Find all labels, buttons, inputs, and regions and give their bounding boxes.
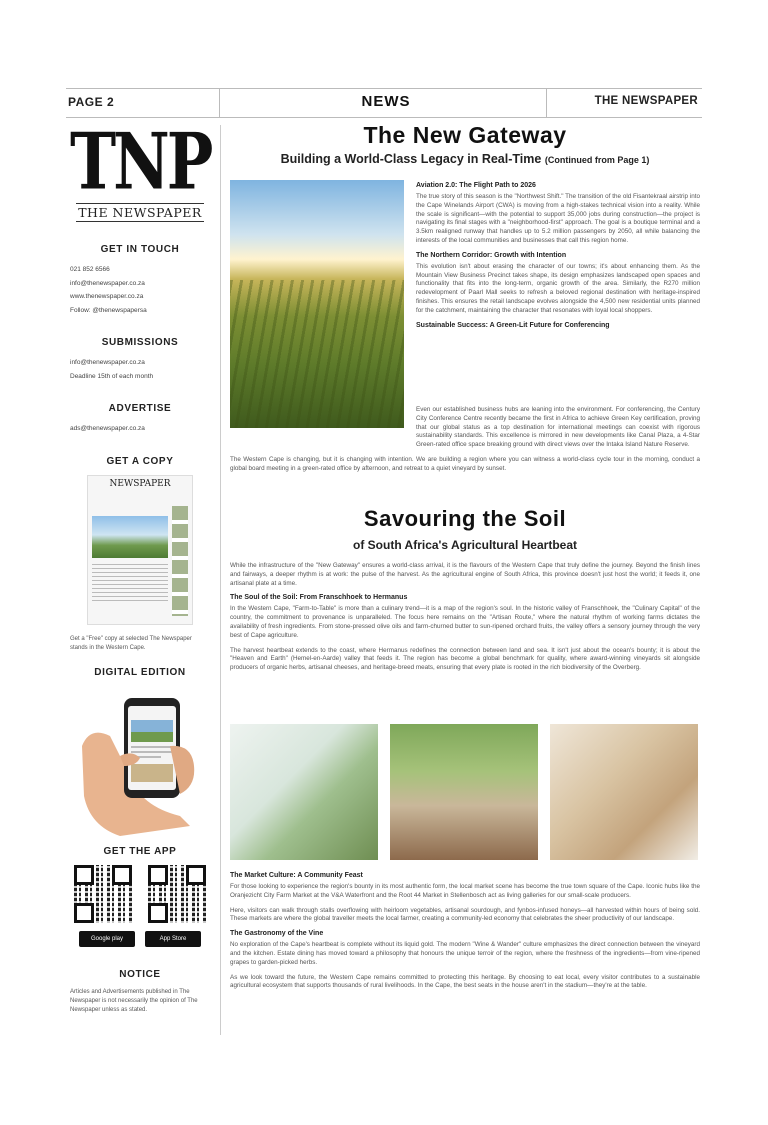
submissions-heading: SUBMISSIONS — [101, 337, 179, 348]
phone-number: 021 852 6566 — [70, 266, 110, 273]
article1-subhead-corridor: The Northern Corridor: Growth with Intention — [416, 251, 567, 259]
header-divider — [219, 89, 220, 117]
food-dishes-photo — [550, 724, 698, 860]
article2-subtitle: of South Africa's Agricultural Heartbeat — [353, 538, 577, 552]
submissions-deadline: Deadline 15th of each month — [70, 372, 154, 380]
section-name: NEWS — [361, 93, 411, 110]
social-handle[interactable]: Follow: @thenewspapersa — [70, 306, 147, 314]
article2-subhead-soil: The Soul of the Soil: From Franschhoek to Hermanus — [230, 594, 408, 602]
article1-column — [416, 182, 700, 333]
paper-name: THE NEWSPAPER — [594, 95, 698, 107]
advertise-heading: ADVERTISE — [108, 403, 172, 414]
notice-text: Articles and Advertisements published in The Newspaper is not necessarily the opinion of The Newspaper unless as stated. — [70, 988, 198, 1013]
cover-side-images — [172, 506, 188, 616]
article2-paragraph: For those looking to experience the region's bounty in its most authentic form, the local market scene has become the true town square of the Cape. Iconic hubs like the Oranjezicht City Farm Market at the V&A Waterfront and the Root 44 Market in Stellenbosch act as living galleries for our small-scale producers. — [230, 883, 700, 899]
article1-paragraph: This evolution isn't about erasing the character of our towns; it's about enhancing them. As the Mountain View Business Precinct takes shape, its design emphasizes landscaped open spaces and functionality that fits into the long-term, organic growth of the area. Similarly, the R270 million redevelopment of Paarl Mall seeks to refresh a beloved regional destination with heritage-inspired finishes. This ensures the retail landscape evolves alongside the 4,500 new residential units planned for the catchment, maintaining the character that resonates with loyal local shoppers. — [416, 262, 700, 314]
article1-paragraph: The true story of this season is the "Northwest Shift." The transition of the old Fisantekraal airstrip into the Cape Winelands Airport (CWA) is moving from a high-stakes technical vision into a reality. While the scale is significant—with the potential to support 35,000 jobs during construction—the project is navigating its final stages with a "neighborhood-first" approach. The goal is a boutique terminal and a 3.5km realigned runway that handles up to 5.2 million passengers by 2050, all while balancing the interests of the local communities and businesses that call this region home. — [416, 193, 700, 244]
article1-subtitle-text: Building a World-Class Legacy in Real-Time — [280, 152, 542, 166]
qr-finder — [112, 865, 132, 885]
article2-body-top — [230, 562, 700, 679]
main-content — [230, 122, 700, 990]
get-a-copy-text: Get a "Free" copy at selected The Newspaper stands in the Western Cape. — [70, 635, 192, 651]
cover-text-lines — [92, 564, 168, 604]
notice-heading: NOTICE — [119, 968, 161, 980]
article1-subhead-aviation: Aviation 2.0: The Flight Path to 2026 — [416, 182, 536, 189]
tnp-logo — [70, 115, 211, 222]
photo-strip — [230, 724, 700, 860]
store-badges — [70, 931, 210, 947]
article2-body-bottom — [230, 872, 700, 997]
get-a-copy-heading: GET A COPY — [106, 455, 174, 467]
article2-subhead-vine: The Gastronomy of the Vine — [230, 930, 324, 938]
article2-header — [230, 506, 700, 552]
qr-code-android[interactable] — [74, 865, 132, 923]
submissions-email-link[interactable]: info@thenewspaper.co.za — [70, 359, 145, 366]
article2-paragraph: The harvest heartbeat extends to the coast, where Hermanus redefines the connection between land and sea. It isn't just about the ocean's bounty; it is about the "Heaven and Earth" (Hemel-en-Aarde) valley that feeds it. The region has become a global benchmark for quality, where award-winning vineyards sit alongside producers of organic herbs, artisanal cheeses, and heritage-breed meats, ensuring that every plate is rooted in the rich biodiversity of the Overberg. — [230, 646, 700, 672]
get-in-touch-heading: GET IN TOUCH — [100, 244, 180, 255]
article2-subhead-market: The Market Culture: A Community Feast — [230, 872, 363, 879]
page-number: PAGE 2 — [68, 95, 115, 109]
restaurant-interior-photo — [230, 724, 378, 860]
article1-title: The New Gateway — [363, 122, 567, 148]
app-store-badge[interactable]: App Store — [145, 931, 201, 947]
google-play-badge[interactable]: Google play — [79, 931, 135, 947]
get-the-app-heading: GET THE APP — [103, 845, 177, 857]
phone-in-hand-image — [80, 686, 200, 836]
article2-paragraph: In the Western Cape, "Farm-to-Table" is more than a culinary trend—it is a map of the region's soul. In the historic valley of Franschhoek, the "Culinary Capital" of the country, the commitment to provenance is unparalleled. The focus here remains on the "Artisan Route," where the natural rhythm of working farms dictates the availability of fresh ingredients. From stone-pressed olive oils and farm-churned butter to sun-ripened orchard fruits, the valley offers a sensory journey through the very best of Cape agriculture. — [230, 605, 700, 639]
qr-finder — [148, 865, 168, 885]
article2-paragraph: Here, visitors can walk through stalls overflowing with heirloom vegetables, artisanal sourdough, and fynbos-infused honeys—all harvested within hours of being sold. These markets are where the global traveller meets the local farmer, creating a community-led economy that celebrates the sheer productivity of our landscape. — [230, 906, 700, 923]
website-link[interactable]: www.thenewspaper.co.za — [70, 293, 144, 300]
article1-subtitle — [230, 152, 700, 166]
continued-note: (Continued from Page 1) — [544, 155, 650, 165]
qr-code-ios[interactable] — [148, 865, 206, 923]
article1-paragraph: The Western Cape is changing, but it is changing with intention. We are building a region where you can witness a world-class cycle tour in the morning, conduct a global board meeting in a green-rated office by afternoon, and retreat to a quiet vineyard by sunset. — [230, 455, 700, 472]
vineyard-sunrise-photo — [230, 180, 404, 428]
qr-finder — [74, 865, 94, 885]
article1-subhead-sustainable: Sustainable Success: A Green-Lit Future for Conferencing — [416, 321, 610, 329]
header-divider — [546, 89, 547, 117]
article2-paragraph: No exploration of the Cape's heartbeat is complete without its liquid gold. The modern "Wine & Wander" culture emphasizes the direct connection between the vineyard and the kitchen. Estate dining has moved toward a philosophy that honours the unique terroir of the region, where the freshness of the ingredients—from vine-ripened grapes to garden-picked herbs. — [230, 941, 700, 966]
article2-title: Savouring the Soil — [363, 506, 567, 531]
cover-masthead: NEWSPAPER — [109, 478, 171, 489]
digital-edition-heading: DIGITAL EDITION — [94, 666, 186, 678]
page-header — [66, 88, 702, 118]
qr-finder — [74, 903, 94, 923]
contact-email-link[interactable]: info@thenewspaper.co.za — [70, 279, 145, 287]
article2-paragraph: While the infrastructure of the "New Gateway" ensures a world-class arrival, it is the flavours of the Western Cape that truly define the journey. Beyond the finish lines and fairways, a deeper rhythm is at work: the pulse of the harvest. As the agricultural engine of South Africa, this province doesn't just host the world; it feeds it, one artisanal plate at a time. — [230, 562, 700, 587]
sidebar — [70, 115, 211, 1015]
newspaper-cover-thumbnail — [87, 475, 193, 625]
qr-codes — [70, 865, 210, 923]
column-divider — [220, 125, 221, 1035]
article1-paragraph: Even our established business hubs are leaning into the environment. For conferencing, the Century City Conference Centre recently became the first in Africa to achieve Green Key certification, proving that our global status as a top destination for international meetings can coexist with rigorous sustainability standards. This excellence is mirrored in new developments like Canal Plaza, a 4-Star Green-rated office space breaking ground with direct views over the Intaka Island Nature Reserve. — [416, 406, 700, 449]
logo-wordmark: THE NEWSPAPER — [78, 205, 202, 220]
ads-email-link[interactable]: ads@thenewspaper.co.za — [70, 425, 145, 432]
logo-mark: TNP — [70, 115, 211, 207]
qr-finder — [148, 903, 168, 923]
qr-finder — [186, 865, 206, 885]
article1-wide-text — [230, 406, 700, 480]
cover-photo — [92, 516, 168, 558]
outdoor-dining-photo — [390, 724, 538, 860]
article2-paragraph: As we look toward the future, the Western Cape remains committed to protecting this heritage. By choosing to eat local, every visitor contributes to a sustainable agricultural ecosystem that supports thousands of rural livelihoods. In the Cape, the best seats in the house aren't in the stadium—they're at the table. — [230, 973, 700, 990]
